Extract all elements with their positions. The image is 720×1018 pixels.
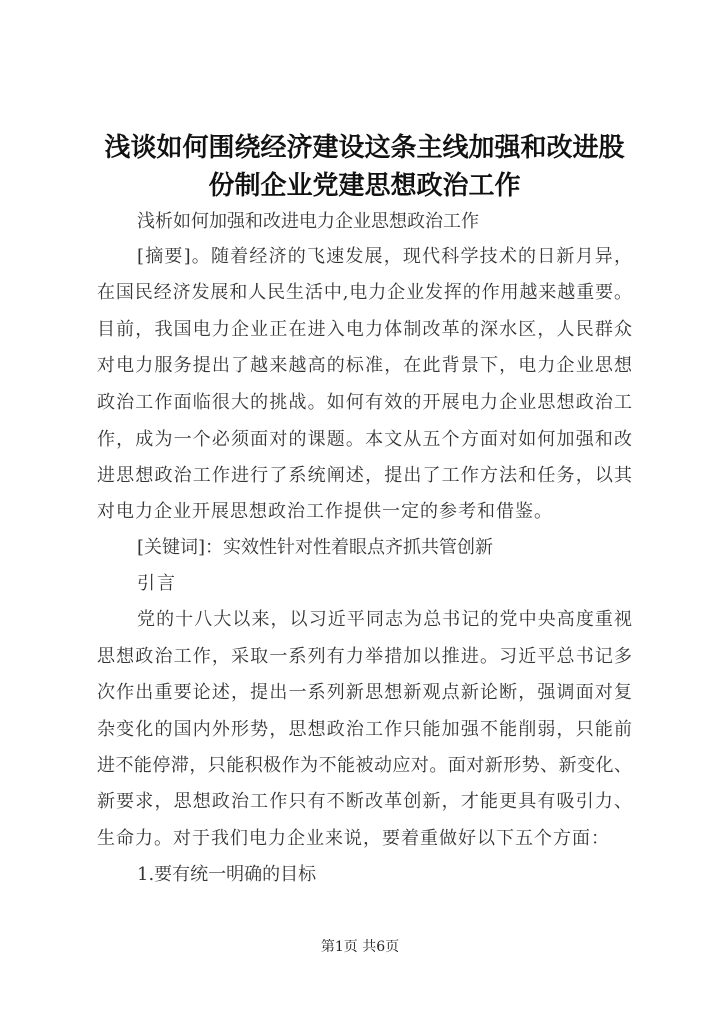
intro-line: 进不能停滞，只能积极作为不能被动应对。面对新形势、新变化、 [97, 755, 632, 776]
keywords: [关键词]：实效性针对性着眼点齐抓共管创新 [137, 537, 494, 558]
intro-line: 次作出重要论述，提出一系列新思想新观点新论断，强调面对复 [97, 682, 632, 703]
abstract-line: 政治工作面临很大的挑战。如何有效的开展电力企业思想政治工 [97, 392, 632, 413]
intro-line: 思想政治工作，采取一系列有力举措加以推进。习近平总书记多 [97, 646, 632, 667]
section-heading-1: 1.要有统一明确的目标 [137, 864, 317, 885]
page-number: 第1页 共6页 [320, 939, 400, 955]
title-line-2: 份制企业党建思想政治工作 [208, 171, 521, 201]
abstract-line: 目前，我国电力企业正在进入电力体制改革的深水区，人民群众 [97, 319, 632, 340]
intro-heading: 引言 [137, 573, 177, 594]
abstract-line: 进思想政治工作进行了系统阐述，提出了工作方法和任务，以其 [97, 465, 632, 486]
abstract-line: 对电力服务提出了越来越高的标准，在此背景下，电力企业思想 [97, 355, 632, 376]
intro-line: 党的十八大以来，以习近平同志为总书记的党中央高度重视 [137, 609, 632, 630]
title-line-1: 浅谈如何围绕经济建设这条主线加强和改进股 [104, 133, 625, 163]
abstract-line: 对电力企业开展思想政治工作提供一定的参考和借鉴。 [97, 501, 553, 522]
abstract-line: 作，成为一个必须面对的课题。本文从五个方面对如何加强和改 [97, 429, 632, 450]
intro-line: 生命力。对于我们电力企业来说，要着重做好以下五个方面： [97, 828, 610, 849]
intro-line: 杂变化的国内外形势，思想政治工作只能加强不能削弱，只能前 [97, 719, 632, 740]
abstract-line: [摘要]。随着经济的飞速发展，现代科学技术的日新月异， [137, 246, 632, 267]
subtitle: 浅析如何加强和改进电力企业思想政治工作 [137, 211, 479, 232]
abstract-line: 在国民经济发展和人民生活中,电力企业发挥的作用越来越重要。 [97, 282, 632, 303]
intro-line: 新要求，思想政治工作只有不断改革创新，才能更具有吸引力、 [97, 791, 632, 812]
